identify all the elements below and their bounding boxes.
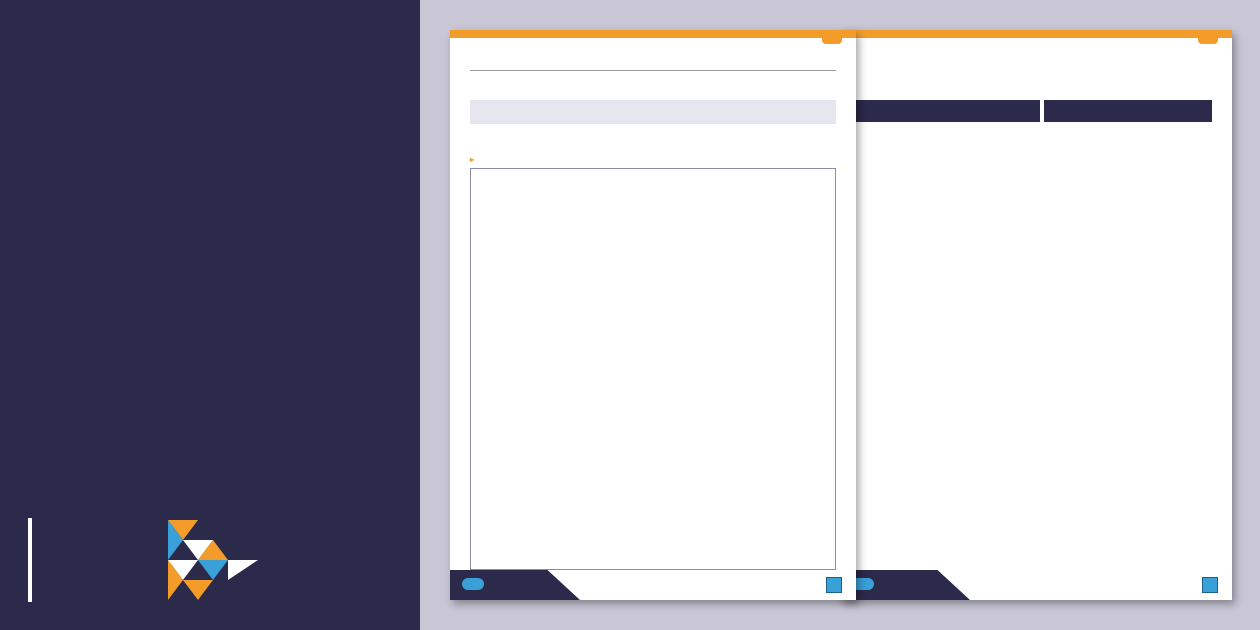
cloud-icon xyxy=(462,578,484,590)
they-are-heading xyxy=(470,155,474,164)
steps-list xyxy=(470,168,836,570)
steps-sheet xyxy=(450,30,856,600)
badge-icon xyxy=(826,577,842,593)
disclaimer-box xyxy=(470,100,836,124)
sheet-tab xyxy=(1198,30,1218,44)
checklist-sheet xyxy=(840,30,1232,600)
column-header-yes-no xyxy=(972,100,1040,122)
banner-panel xyxy=(0,0,420,630)
logo-arrow-icon xyxy=(168,520,258,600)
badge-icon xyxy=(1202,577,1218,593)
sheet-header-strip xyxy=(840,30,1232,38)
title-divider xyxy=(470,70,836,71)
sheet-header-strip xyxy=(450,30,856,38)
sheet-footer xyxy=(840,570,1232,600)
logo-bar xyxy=(28,518,32,602)
sheet-tab xyxy=(822,30,842,44)
ld-logo xyxy=(28,518,258,602)
column-header-comment xyxy=(1044,100,1212,122)
sheet-footer xyxy=(450,570,856,600)
column-header-step xyxy=(856,100,976,122)
